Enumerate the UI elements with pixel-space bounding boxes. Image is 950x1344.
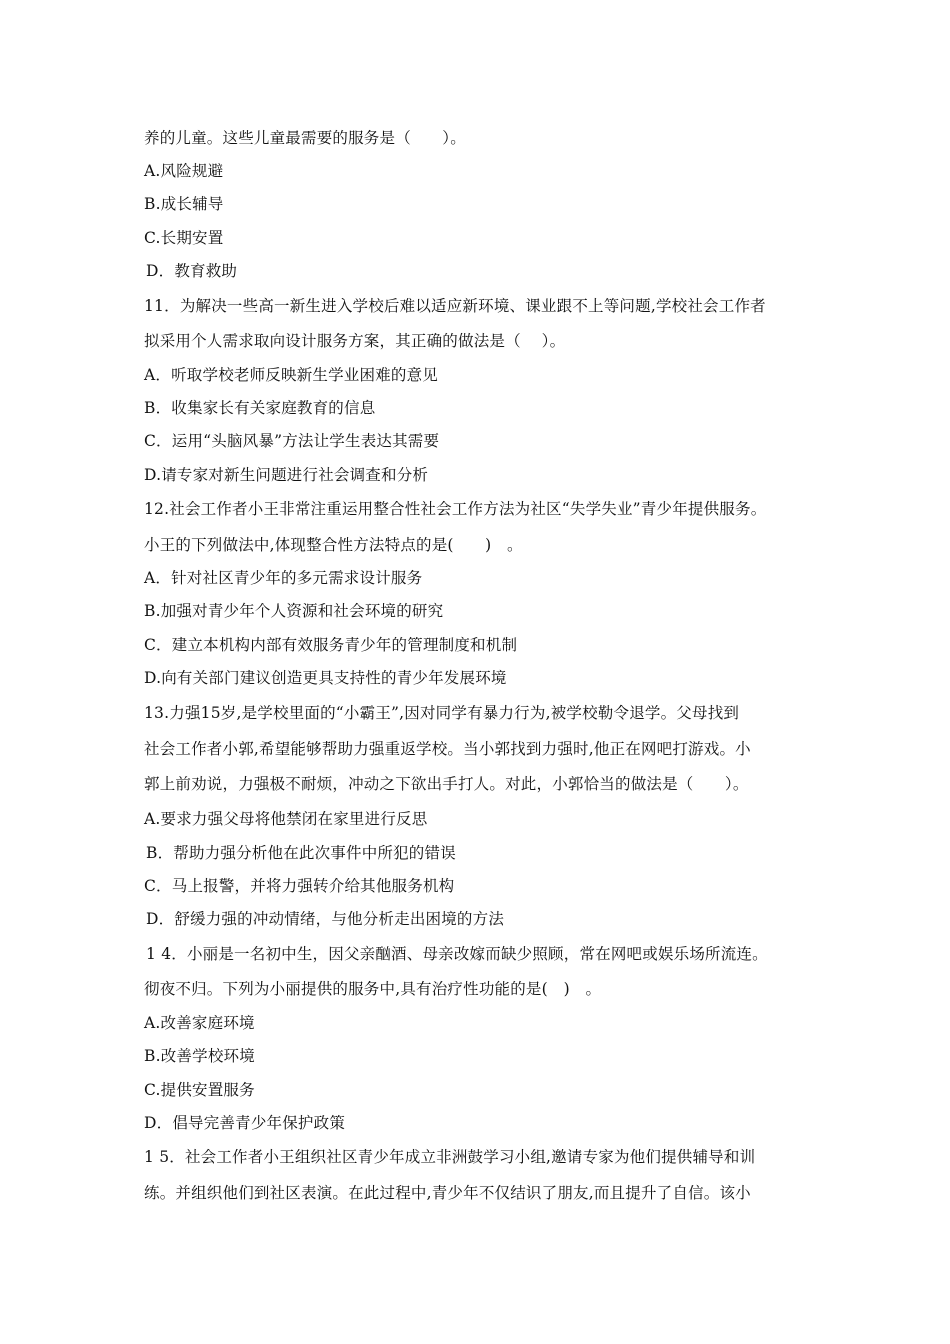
option-d: D．教育救助 [146, 262, 238, 280]
question-15-line-2: 练。并组织他们到社区表演。在此过程中,青少年不仅结识了朋友,而且提升了自信。该小 [144, 1184, 751, 1202]
option-c: C.长期安置 [144, 229, 224, 247]
question-13-line-1: 13.力强15岁,是学校里面的“小霸王”,因对同学有暴力行为,被学校勒令退学。父母找到 [144, 704, 740, 722]
option-b: B.加强对青少年个人资源和社会环境的研究 [144, 602, 444, 620]
question-14-line-2: 彻夜不归。下列为小丽提供的服务中,具有治疗性功能的是( ) 。 [144, 980, 602, 998]
option-a: A.改善家庭环境 [144, 1014, 255, 1032]
question-14-line-1: 1 4．小丽是一名初中生，因父亲酗酒、母亲改嫁而缺少照顾，常在网吧或娱乐场所流连。 [146, 945, 768, 963]
question-11-line-1: 11．为解决一些高一新生进入学校后难以适应新环境、课业跟不上等问题,学校社会工作者 [144, 297, 766, 315]
question-15-line-1: 1 5．社会工作者小王组织社区青少年成立非洲鼓学习小组,邀请专家为他们提供辅导和训 [144, 1148, 756, 1166]
option-a: A．针对社区青少年的多元需求设计服务 [144, 569, 423, 587]
question-12-line-2: 小王的下列做法中,体现整合性方法特点的是( ) 。 [144, 536, 523, 554]
option-b: B.成长辅导 [144, 195, 224, 213]
option-a: A.要求力强父母将他禁闭在家里进行反思 [144, 810, 428, 828]
option-c: C．运用“头脑风暴”方法让学生表达其需要 [144, 432, 440, 450]
option-c: C.提供安置服务 [144, 1081, 255, 1099]
question-13-line-3: 郭上前劝说，力强极不耐烦，冲动之下欲出手打人。对此，小郭恰当的做法是（ ）。 [144, 775, 749, 793]
option-a: A.风险规避 [144, 162, 224, 180]
question-12-line-1: 12.社会工作者小王非常注重运用整合性社会工作方法为社区“失学失业”青少年提供服务。 [144, 500, 767, 518]
question-11-line-2: 拟采用个人需求取向设计服务方案，其正确的做法是（ ）。 [144, 332, 566, 350]
option-b: B．帮助力强分析他在此次事件中所犯的错误 [146, 844, 456, 862]
option-b: B．收集家长有关家庭教育的信息 [144, 399, 376, 417]
option-c: C．建立本机构内部有效服务青少年的管理制度和机制 [144, 636, 518, 654]
option-d: D.向有关部门建议创造更具支持性的青少年发展环境 [144, 669, 507, 687]
option-d: D.请专家对新生问题进行社会调查和分析 [144, 466, 429, 484]
question-13-line-2: 社会工作者小郭,希望能够帮助力强重返学校。当小郭找到力强时,他正在网吧打游戏。小 [144, 740, 751, 758]
option-b: B.改善学校环境 [144, 1047, 255, 1065]
option-a: A．听取学校老师反映新生学业困难的意见 [144, 366, 438, 384]
option-d: D．倡导完善青少年保护政策 [144, 1114, 346, 1132]
option-c: C．马上报警，并将力强转介给其他服务机构 [144, 877, 455, 895]
text-line: 养的儿童。这些儿童最需要的服务是（ ）。 [144, 129, 466, 147]
option-d: D．舒缓力强的冲动情绪，与他分析走出困境的方法 [146, 910, 505, 928]
